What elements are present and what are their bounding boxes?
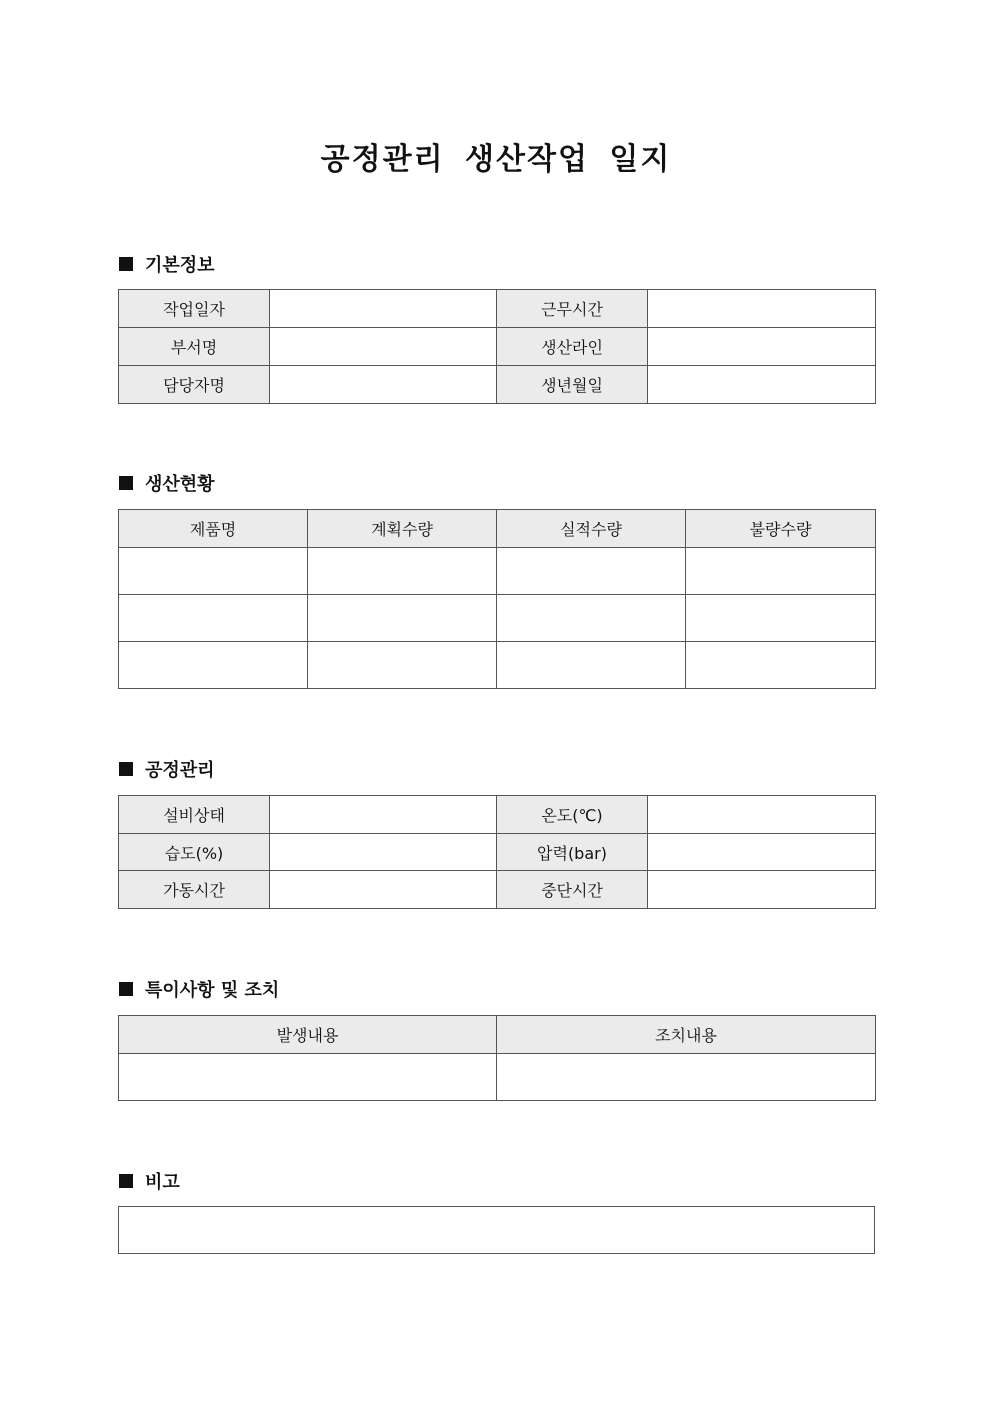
department-field[interactable] [270,328,497,366]
occurrence-cell[interactable] [119,1054,497,1101]
table-row [119,796,876,834]
table-row [119,595,876,642]
work-date-field[interactable] [270,290,497,328]
department-label: 부서명 [119,328,270,366]
production-line-field[interactable] [648,328,876,366]
column-header-occurrence: 발생내용 [119,1016,497,1054]
production-status-table [118,509,876,689]
birth-date-field[interactable] [648,366,876,404]
humidity-field[interactable] [270,834,497,871]
production-line-label: 생산라인 [497,328,648,366]
table-row [119,290,876,328]
section-heading-label: 특이사항 및 조치 [145,980,280,1001]
basic-info-table [118,289,876,404]
remarks-table [118,1206,875,1254]
section-heading-issues-actions [119,977,279,1001]
planned-qty-cell[interactable] [308,548,497,595]
defect-qty-cell[interactable] [686,595,876,642]
work-hours-label: 근무시간 [497,290,648,328]
section-heading-label: 비고 [145,1172,180,1193]
square-bullet-icon [119,1174,133,1188]
process-control-table [118,795,876,909]
planned-qty-cell[interactable] [308,595,497,642]
equipment-status-field[interactable] [270,796,497,834]
equipment-status-label: 설비상태 [119,796,270,834]
table-row [119,1207,875,1254]
manager-name-label: 담당자명 [119,366,270,404]
document-title: 공정관리 생산작업 일지 [320,142,672,177]
table-row [119,871,876,909]
column-header-planned-qty: 계획수량 [308,510,497,548]
product-name-cell[interactable] [119,548,308,595]
temperature-label: 온도(℃) [497,796,648,834]
table-row [119,548,876,595]
table-row [119,834,876,871]
column-header-actual-qty: 실적수량 [497,510,686,548]
action-cell[interactable] [497,1054,876,1101]
square-bullet-icon [119,257,133,271]
section-heading-label: 기본정보 [145,255,215,276]
square-bullet-icon [119,982,133,996]
pressure-field[interactable] [648,834,876,871]
birth-date-label: 생년월일 [497,366,648,404]
section-heading-process-control [119,757,215,781]
humidity-label: 습도(%) [119,834,270,871]
actual-qty-cell[interactable] [497,548,686,595]
section-heading-production-status [119,471,215,495]
column-header-action: 조치내용 [497,1016,876,1054]
planned-qty-cell[interactable] [308,642,497,689]
temperature-field[interactable] [648,796,876,834]
section-heading-label: 공정관리 [145,760,215,781]
defect-qty-cell[interactable] [686,642,876,689]
table-row [119,366,876,404]
column-header-product-name: 제품명 [119,510,308,548]
work-hours-field[interactable] [648,290,876,328]
column-header-defect-qty: 불량수량 [686,510,876,548]
downtime-field[interactable] [648,871,876,909]
table-row [119,642,876,689]
operating-time-field[interactable] [270,871,497,909]
actual-qty-cell[interactable] [497,595,686,642]
square-bullet-icon [119,762,133,776]
section-heading-label: 생산현황 [145,474,215,495]
downtime-label: 중단시간 [497,871,648,909]
square-bullet-icon [119,476,133,490]
remarks-field[interactable] [119,1207,875,1254]
work-date-label: 작업일자 [119,290,270,328]
defect-qty-cell[interactable] [686,548,876,595]
table-header-row [119,1016,876,1054]
section-heading-basic-info [119,252,215,276]
product-name-cell[interactable] [119,595,308,642]
issues-actions-table [118,1015,876,1101]
table-row [119,1054,876,1101]
section-heading-remarks [119,1169,180,1193]
table-header-row [119,510,876,548]
product-name-cell[interactable] [119,642,308,689]
operating-time-label: 가동시간 [119,871,270,909]
pressure-label: 압력(bar) [497,834,648,871]
actual-qty-cell[interactable] [497,642,686,689]
table-row [119,328,876,366]
manager-name-field[interactable] [270,366,497,404]
